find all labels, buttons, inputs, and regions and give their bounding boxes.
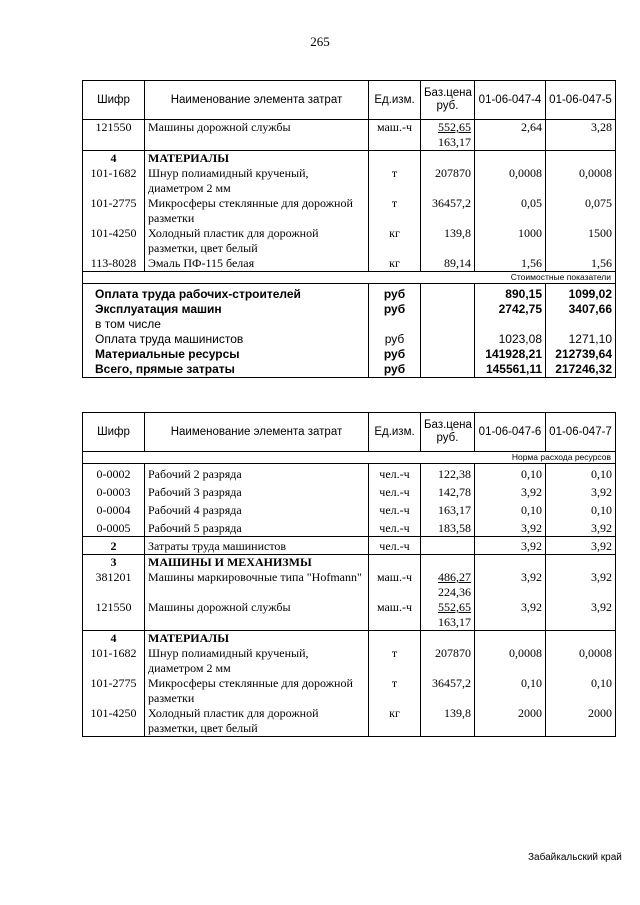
table-row: [83, 226, 616, 256]
row-value-1: 1,56: [475, 256, 546, 272]
table-row: [83, 482, 616, 500]
estimate-table-1: [82, 80, 616, 378]
row-price: [421, 120, 475, 151]
row-code: 0-0004: [83, 500, 145, 518]
table-header: [83, 413, 616, 452]
summary-unit: руб: [369, 302, 421, 317]
row-price: 163,17: [421, 500, 475, 518]
row-code: 101-2775: [83, 676, 145, 706]
summary-label: Материальные ресурсы: [83, 347, 369, 362]
row-price-main: 486,27: [438, 570, 471, 584]
table-row: [83, 120, 616, 151]
row-code: 101-2775: [83, 196, 145, 226]
row-unit: т: [369, 196, 421, 226]
page-number: 265: [310, 34, 330, 49]
row-price: 89,14: [421, 256, 475, 272]
summary-value-2: 1099,02: [546, 284, 616, 303]
table-row: [83, 196, 616, 226]
col-name-header: Наименование элемента затрат: [145, 413, 369, 452]
summary-value-1: 141928,21: [475, 347, 546, 362]
row-unit: маш.-ч: [369, 600, 421, 631]
table-row: [83, 676, 616, 706]
row-unit: чел.-ч: [369, 537, 421, 555]
row-value-2: 1,56: [546, 256, 616, 272]
row-value-1: 0,05: [475, 196, 546, 226]
row-name: Эмаль ПФ-115 белая: [145, 256, 369, 272]
section-title: МАТЕРИАЛЫ: [145, 631, 369, 647]
row-name: Микросферы стеклянные для дорожной разметки: [145, 196, 369, 226]
table-row: [83, 166, 616, 196]
table-row: [83, 570, 616, 600]
row-price: 122,38: [421, 464, 475, 483]
row-code: 101-4250: [83, 706, 145, 737]
row-code: 0-0005: [83, 518, 145, 537]
row-name: Рабочий 4 разряда: [145, 500, 369, 518]
summary-value-1: 2742,75: [475, 302, 546, 317]
summary-unit: руб: [369, 347, 421, 362]
row-value-1: 2,64: [475, 120, 546, 151]
row-price: [421, 600, 475, 631]
row-code: 101-1682: [83, 646, 145, 676]
estimate-table-2: [82, 412, 616, 737]
row-name: Рабочий 5 разряда: [145, 518, 369, 537]
row-price: 207870: [421, 646, 475, 676]
col-price-header: Баз.цена руб.: [421, 413, 475, 452]
row-price: 139,8: [421, 226, 475, 256]
row-value-1: 0,10: [475, 500, 546, 518]
summary-row: [83, 332, 616, 347]
row-unit: кг: [369, 706, 421, 737]
row-value-1: 3,92: [475, 570, 546, 600]
row-value-2: 2000: [546, 706, 616, 737]
row-value-2: 0,10: [546, 500, 616, 518]
summary-row: [83, 317, 616, 332]
row-unit: т: [369, 166, 421, 196]
row-name: Шнур полиамидный крученый, диаметром 2 мм: [145, 166, 369, 196]
row-name: Холодный пластик для дорожной разметки, цвет белый: [145, 226, 369, 256]
row-value-1: 2000: [475, 706, 546, 737]
section-row: [83, 631, 616, 647]
col-code2-header: 01-06-047-7: [546, 413, 616, 452]
row-value-2: 3,28: [546, 120, 616, 151]
summary-row: [83, 347, 616, 362]
table-header: [83, 81, 616, 120]
col-code2-header: 01-06-047-5: [546, 81, 616, 120]
summary-value-1: 1023,08: [475, 332, 546, 347]
row-value-2: 3,92: [546, 482, 616, 500]
summary-label: Всего, прямые затраты: [83, 362, 369, 378]
summary-label: Оплата труда машинистов: [83, 332, 369, 347]
row-value-1: 3,92: [475, 537, 546, 555]
col-unit-header: Ед.изм.: [369, 413, 421, 452]
row-value-2: 1500: [546, 226, 616, 256]
summary-value-2: 212739,64: [546, 347, 616, 362]
row-unit: чел.-ч: [369, 518, 421, 537]
section-title: МАТЕРИАЛЫ: [145, 151, 369, 167]
row-code: 0-0002: [83, 464, 145, 483]
row-value-1: 3,92: [475, 482, 546, 500]
summary-row: [83, 362, 616, 378]
row-price-main: 552,65: [438, 120, 471, 134]
row-value-1: 0,0008: [475, 166, 546, 196]
row-value-2: 3,92: [546, 518, 616, 537]
row-unit: чел.-ч: [369, 464, 421, 483]
col-unit-header: Ед.изм.: [369, 81, 421, 120]
row-value-2: 3,92: [546, 570, 616, 600]
table-row: [83, 600, 616, 631]
table-row: [83, 256, 616, 272]
row-code: 121550: [83, 600, 145, 631]
row-unit: маш.-ч: [369, 570, 421, 600]
row-price: [421, 570, 475, 600]
norm-caption: Норма расхода ресурсов: [83, 452, 616, 464]
row-price-sub: 163,17: [438, 135, 471, 149]
row-price: 183,58: [421, 518, 475, 537]
col-code1-header: 01-06-047-6: [475, 413, 546, 452]
row-code: 381201: [83, 570, 145, 600]
summary-value-2: 3407,66: [546, 302, 616, 317]
cost-caption: Стоимостные показатели: [83, 272, 616, 284]
row-value-2: 3,92: [546, 537, 616, 555]
summary-label: Эксплуатация машин: [83, 302, 369, 317]
section-number: 4: [83, 631, 145, 647]
row-name: Рабочий 3 разряда: [145, 482, 369, 500]
section-title: МАШИНЫ И МЕХАНИЗМЫ: [145, 555, 369, 571]
row-value-2: 0,10: [546, 676, 616, 706]
table-row: [83, 537, 616, 555]
section-number: 3: [83, 555, 145, 571]
row-unit: т: [369, 676, 421, 706]
summary-value-2: 217246,32: [546, 362, 616, 378]
col-price-header: Баз.цена руб.: [421, 81, 475, 120]
summary-label: Оплата труда рабочих-строителей: [83, 284, 369, 303]
row-code: 121550: [83, 120, 145, 151]
row-unit: чел.-ч: [369, 482, 421, 500]
row-value-2: 0,10: [546, 464, 616, 483]
row-price-sub: 224,36: [438, 585, 471, 599]
row-name: Машины маркировочные типа "Hofmann": [145, 570, 369, 600]
row-price: 142,78: [421, 482, 475, 500]
row-price: 36457,2: [421, 676, 475, 706]
row-value-2: 0,0008: [546, 646, 616, 676]
table-row: [83, 518, 616, 537]
summary-row: [83, 284, 616, 303]
row-unit: т: [369, 646, 421, 676]
region-footer: Забайкальский край: [528, 852, 622, 863]
row-name: Затраты труда машинистов: [145, 537, 369, 555]
summary-label: в том числе: [83, 317, 369, 332]
row-value-1: 0,0008: [475, 646, 546, 676]
summary-unit: руб: [369, 332, 421, 347]
row-name: Машины дорожной службы: [145, 600, 369, 631]
section-row: [83, 555, 616, 571]
row-name: Рабочий 2 разряда: [145, 464, 369, 483]
row-price-sub: 163,17: [438, 615, 471, 629]
row-value-2: 0,0008: [546, 166, 616, 196]
row-code: 2: [83, 537, 145, 555]
row-value-2: 0,075: [546, 196, 616, 226]
row-unit: кг: [369, 226, 421, 256]
row-value-1: 0,10: [475, 464, 546, 483]
row-name: Шнур полиамидный крученый, диаметром 2 мм: [145, 646, 369, 676]
row-value-1: 3,92: [475, 600, 546, 631]
row-value-1: 1000: [475, 226, 546, 256]
row-name: Холодный пластик для дорожной разметки, цвет белый: [145, 706, 369, 737]
table-row: [83, 706, 616, 737]
row-price: 36457,2: [421, 196, 475, 226]
summary-row: [83, 302, 616, 317]
row-value-1: 0,10: [475, 676, 546, 706]
row-code: 101-4250: [83, 226, 145, 256]
summary-value-1: 145561,11: [475, 362, 546, 378]
section-number: 4: [83, 151, 145, 167]
col-code-header: Шифр: [83, 81, 145, 120]
row-unit: чел.-ч: [369, 500, 421, 518]
row-price-main: 552,65: [438, 600, 471, 614]
summary-unit: руб: [369, 362, 421, 378]
norm-caption-row: [83, 452, 616, 464]
table-row: [83, 500, 616, 518]
row-code: 101-1682: [83, 166, 145, 196]
col-code-header: Шифр: [83, 413, 145, 452]
cost-caption-row: [83, 272, 616, 284]
col-code1-header: 01-06-047-4: [475, 81, 546, 120]
row-name: Микросферы стеклянные для дорожной разметки: [145, 676, 369, 706]
row-value-2: 3,92: [546, 600, 616, 631]
row-code: 113-8028: [83, 256, 145, 272]
summary-value-1: 890,15: [475, 284, 546, 303]
table-row: [83, 464, 616, 483]
summary-value-2: 1271,10: [546, 332, 616, 347]
row-unit: маш.-ч: [369, 120, 421, 151]
col-name-header: Наименование элемента затрат: [145, 81, 369, 120]
row-price: 139,8: [421, 706, 475, 737]
row-name: Машины дорожной службы: [145, 120, 369, 151]
row-price: 207870: [421, 166, 475, 196]
row-unit: кг: [369, 256, 421, 272]
row-value-1: 3,92: [475, 518, 546, 537]
section-row: [83, 151, 616, 167]
summary-unit: руб: [369, 284, 421, 303]
table-row: [83, 646, 616, 676]
row-code: 0-0003: [83, 482, 145, 500]
